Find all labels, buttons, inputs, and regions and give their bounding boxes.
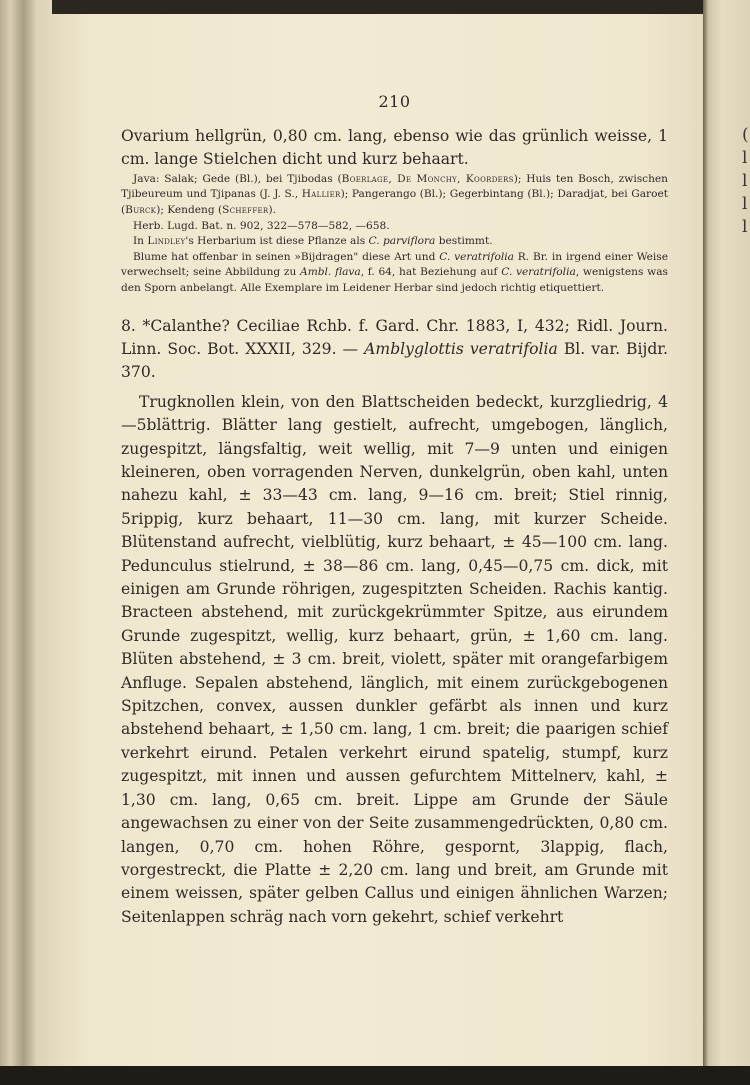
next-page-char: l	[742, 217, 748, 237]
herbarium-note: Herb. Lugd. Bat. n. 902, 322—578—582, —658.	[133, 219, 390, 232]
book-spine	[0, 0, 52, 1085]
notes-block	[121, 172, 668, 297]
page-number: 210	[378, 92, 411, 111]
lindley-note: In Lindley's Herbarium ist diese Pflanze als C. parviflora bestimmt.	[133, 235, 493, 248]
species-heading: 8. *Calanthe? Ceciliae Rchb. f. Gard. Chr. 1883, I, 432; Ridl. Journ. Linn. Soc. Bot. XXXII, 329. — Amblyglottis veratrifolia Bl. var. Bijdr. 370.	[121, 316, 669, 382]
next-page-char: l	[742, 194, 748, 214]
blume-note: Blume hat offenbar in seinen »Bijdragen" diese Art und C. veratrifolia R. Br. in irgend einer Weise verwechselt; seine Abbildung zu Ambl. flava, f. 64, hat Beziehung auf C. veratrifolia, wenigstens was den Sporn anbelangt. Alle Exemplare im Leidener Herbar sind jedoch richtig etiquettiert.	[121, 250, 668, 294]
intro-paragraph: Ovarium hellgrün, 0,80 cm. lang, ebenso wie das grünlich weisse, 1 cm. lange Stielchen dicht und kurz behaart.	[121, 127, 668, 169]
next-page-char: l	[742, 171, 748, 191]
bottom-shadow	[0, 1066, 750, 1085]
locality-note: Java: Salak; Gede (Bl.), bei Tjibodas (Boerlage, De Monchy, Koorders); Huis ten Bosch, zwischen Tjibeureum und Tjipanas (J. J. S., Hallier); Pangerango (Bl.); Gegerbintang (Bl.); Daradjat, bei Garoet (Burck); Kendeng (Scheffer).	[121, 172, 668, 216]
next-page-char: l	[742, 148, 748, 168]
description-paragraph: Trugknollen klein, von den Blattscheiden bedeckt, kurzgliedrig, 4—5blättrig. Blätter lang gestielt, aufrecht, umgebogen, länglich, zugespitzt, längsfaltig, weit wellig, mit 7—9 unten und einigen kleineren, oben vorragenden Nerven, dunkelgrün, oben kahl, unten nahezu kahl, ± 33—43 cm. lang, 9—16 cm. breit; Stiel rinnig, 5rippig, kurz behaart, 11—30 cm. lang, mit kurzer Scheide. Blütenstand aufrecht, vielblütig, kurz behaart, ± 45—100 cm. lang. Pedunculus stielrund, ± 38—86 cm. lang, 0,45—0,75 cm. dick, mit einigen am Grunde röhrigen, zugespitzten Scheiden. Rachis kantig. Bracteen abstehend, mit zurückgekrümmter Spitze, aus eirundem Grunde zugespitzt, wellig, kurz behaart, grün, ± 1,60 cm. lang. Blüten abstehend, ± 3 cm. breit, violett, später mit orangefarbigem Anfluge. Sepalen abstehend, länglich, mit einem zurückgebogenen Spitzchen, convex, aussen dunkler gefärbt als innen und kurz abstehend behaart, ± 1,50 cm. lang, 1 cm. breit; die paarigen schief verkehrt eirund. Petalen verkehrt eirund spatelig, stumpf, kurz zugespitzt, mit innen und aussen gefurchtem Mittelnerv, kahl, ± 1,30 cm. lang, 0,65 cm. breit. Lippe am Grunde der Säule angewachsen zu einer von der Seite zusammengedrückten, 0,80 cm. langen, 0,70 cm. hohen Röhre, gespornt, 3lappig, flach, vorgestreckt, die Platte ± 2,20 cm. lang und breit, am Grunde mit einem weissen, später gelben Callus und einigen ähnlichen Warzen; Seitenlappen schräg nach vorn gekehrt, schief verkehrt	[121, 392, 668, 926]
page-content	[121, 92, 668, 929]
next-page-char: (	[742, 125, 749, 145]
